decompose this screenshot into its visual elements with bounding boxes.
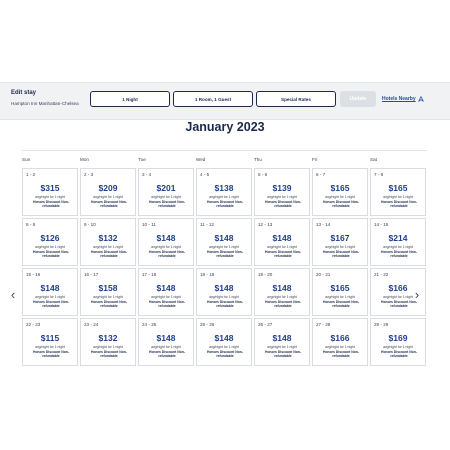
month-title: January 2023: [185, 120, 265, 134]
rate-label: Honors Discount Non-refundable: [381, 250, 417, 259]
nightly-price: $115: [40, 333, 60, 343]
nightly-price: $165: [388, 183, 408, 193]
hotel-name: Hampton Inn Manhattan-Chelsea: [11, 101, 79, 106]
rate-label: Honors Discount Non-refundable: [91, 200, 127, 209]
rate-label: Honors Discount Non-refundable: [323, 250, 359, 259]
nightly-price: $165: [330, 283, 350, 293]
price-note: avg/night for 1 night: [325, 245, 355, 249]
rate-label: Honors Discount Non-refundable: [323, 350, 359, 359]
rate-label: Honors Discount Non-refundable: [207, 350, 243, 359]
date-range: 12 - 13: [258, 222, 273, 227]
nightly-price: $148: [214, 333, 234, 343]
calendar-day-cell[interactable]: [138, 218, 194, 266]
price-note: avg/night for 1 night: [93, 245, 123, 249]
calendar-day-cell[interactable]: [370, 318, 426, 366]
weekday-label: Mon: [80, 157, 89, 162]
weekday-label: Sun: [22, 157, 31, 162]
price-note: avg/night for 1 night: [209, 195, 239, 199]
calendar-day-cell[interactable]: [312, 318, 368, 366]
price-note: avg/night for 1 night: [267, 345, 297, 349]
date-range: 22 - 23: [26, 322, 41, 327]
date-range: 11 - 12: [200, 222, 214, 227]
rate-label: Honors Discount Non-refundable: [265, 250, 301, 259]
date-range: 17 - 18: [142, 272, 157, 277]
price-note: avg/night for 1 night: [35, 345, 65, 349]
rate-label: Honors Discount Non-refundable: [33, 300, 69, 309]
date-range: 20 - 21: [316, 272, 331, 277]
date-range: 27 - 28: [316, 322, 331, 327]
rate-label: Honors Discount Non-refundable: [207, 200, 243, 209]
weekday-label: Sat: [370, 157, 377, 162]
calendar-day-cell[interactable]: [254, 318, 310, 366]
date-range: 23 - 24: [84, 322, 99, 327]
calendar-day-cell[interactable]: [80, 318, 136, 366]
edit-stay-bar: [0, 82, 450, 120]
date-range: 19 - 20: [258, 272, 273, 277]
date-range: 24 - 25: [142, 322, 157, 327]
rate-label: Honors Discount Non-refundable: [381, 350, 417, 359]
calendar-day-cell[interactable]: [312, 268, 368, 316]
price-note: avg/night for 1 night: [325, 295, 355, 299]
nightly-price: $148: [214, 283, 234, 293]
nightly-price: $209: [98, 183, 118, 193]
nightly-price: $148: [156, 333, 176, 343]
price-note: avg/night for 1 night: [209, 295, 239, 299]
price-note: avg/night for 1 night: [383, 345, 413, 349]
calendar-day-cell[interactable]: [196, 268, 252, 316]
nightly-price: $148: [156, 283, 176, 293]
date-range: 6 - 7: [316, 172, 326, 177]
calendar-day-cell[interactable]: [312, 218, 368, 266]
weekday-label: Tue: [138, 157, 146, 162]
date-range: 28 - 29: [374, 322, 389, 327]
date-range: 2 - 3: [84, 172, 94, 177]
rate-label: Honors Discount Non-refundable: [33, 250, 69, 259]
weekday-label: Thu: [254, 157, 262, 162]
date-range: 13 - 14: [316, 222, 331, 227]
calendar-day-cell[interactable]: [138, 168, 194, 216]
price-note: avg/night for 1 night: [93, 295, 123, 299]
calendar-day-cell[interactable]: [80, 218, 136, 266]
rate-label: Honors Discount Non-refundable: [207, 300, 243, 309]
calendar-day-cell[interactable]: [196, 318, 252, 366]
nightly-price: $165: [330, 183, 350, 193]
date-range: 5 - 6: [258, 172, 268, 177]
weekday-label: Fri: [312, 157, 318, 162]
divider: [22, 150, 427, 151]
calendar-day-cell[interactable]: [22, 168, 78, 216]
nightly-price: $214: [388, 233, 408, 243]
price-note: avg/night for 1 night: [383, 295, 413, 299]
rate-label: Honors Discount Non-refundable: [323, 300, 359, 309]
nightly-price: $315: [40, 183, 60, 193]
date-range: 10 - 11: [142, 222, 156, 227]
price-note: avg/night for 1 night: [383, 245, 413, 249]
price-note: avg/night for 1 night: [383, 195, 413, 199]
date-range: 3 - 4: [142, 172, 152, 177]
rate-label: Honors Discount Non-refundable: [91, 300, 127, 309]
rate-label: Honors Discount Non-refundable: [33, 350, 69, 359]
calendar-day-cell[interactable]: [254, 168, 310, 216]
nightly-price: $126: [40, 233, 60, 243]
nightly-price: $139: [272, 183, 292, 193]
nightly-price: $169: [388, 333, 408, 343]
calendar-day-cell[interactable]: [138, 318, 194, 366]
date-range: 18 - 19: [200, 272, 215, 277]
price-note: avg/night for 1 night: [35, 195, 65, 199]
nightly-price: $148: [214, 233, 234, 243]
edit-stay-title: Edit stay: [11, 90, 37, 96]
calendar-day-cell[interactable]: [22, 318, 78, 366]
prev-month-button[interactable]: [8, 287, 18, 301]
next-month-button[interactable]: [412, 287, 422, 301]
rate-label: Honors Discount Non-refundable: [381, 300, 417, 309]
rate-label: Honors Discount Non-refundable: [149, 200, 185, 209]
nightly-price: $201: [156, 183, 176, 193]
price-note: avg/night for 1 night: [209, 245, 239, 249]
rate-label: Honors Discount Non-refundable: [91, 350, 127, 359]
chevron-left-icon: ‹: [10, 286, 16, 302]
calendar-day-cell[interactable]: [80, 168, 136, 216]
calendar-day-cell[interactable]: [196, 168, 252, 216]
location-icon: [418, 96, 424, 102]
rate-label: Honors Discount Non-refundable: [207, 250, 243, 259]
calendar-day-cell[interactable]: [138, 268, 194, 316]
nightly-price: $132: [98, 333, 118, 343]
nightly-price: $148: [156, 233, 176, 243]
price-note: avg/night for 1 night: [93, 345, 123, 349]
date-range: 16 - 17: [84, 272, 99, 277]
nightly-price: $166: [330, 333, 350, 343]
date-range: 21 - 22: [374, 272, 389, 277]
date-range: 9 - 10: [84, 222, 96, 227]
nightly-price: $158: [98, 283, 118, 293]
price-note: avg/night for 1 night: [267, 195, 297, 199]
rate-label: Honors Discount Non-refundable: [149, 300, 185, 309]
date-range: 4 - 5: [200, 172, 210, 177]
calendar-day-cell[interactable]: [254, 268, 310, 316]
calendar-day-cell[interactable]: [22, 218, 78, 266]
rate-label: Honors Discount Non-refundable: [323, 200, 359, 209]
rate-label: Honors Discount Non-refundable: [33, 200, 69, 209]
rate-label: Honors Discount Non-refundable: [265, 350, 301, 359]
nightly-price: $167: [330, 233, 350, 243]
price-note: avg/night for 1 night: [35, 295, 65, 299]
calendar-grid: [22, 168, 428, 368]
price-note: avg/night for 1 night: [267, 295, 297, 299]
calendar-day-cell[interactable]: [254, 218, 310, 266]
rate-label: Honors Discount Non-refundable: [381, 200, 417, 209]
price-note: avg/night for 1 night: [35, 245, 65, 249]
rate-label: Honors Discount Non-refundable: [91, 250, 127, 259]
date-range: 1 - 2: [26, 172, 36, 177]
date-range: 8 - 9: [26, 222, 36, 227]
update-button[interactable]: Update: [340, 91, 376, 107]
nights-button[interactable]: 1 Night: [90, 91, 170, 107]
price-note: avg/night for 1 night: [151, 345, 181, 349]
nightly-price: $148: [272, 233, 292, 243]
nightly-price: $138: [214, 183, 234, 193]
calendar-day-cell[interactable]: [370, 168, 426, 216]
nightly-price: $148: [272, 333, 292, 343]
rate-label: Honors Discount Non-refundable: [149, 350, 185, 359]
calendar-day-cell[interactable]: [370, 218, 426, 266]
price-note: avg/night for 1 night: [325, 345, 355, 349]
date-range: 25 - 26: [200, 322, 215, 327]
chevron-right-icon: ›: [414, 286, 420, 302]
calendar-day-cell[interactable]: [80, 268, 136, 316]
nightly-price: $166: [388, 283, 408, 293]
nightly-price: $132: [98, 233, 118, 243]
price-note: avg/night for 1 night: [93, 195, 123, 199]
hotels-nearby-label: Hotels Nearby: [382, 96, 416, 102]
rate-label: Honors Discount Non-refundable: [265, 300, 301, 309]
date-range: 7 - 8: [374, 172, 384, 177]
special-rates-button[interactable]: Special Rates: [256, 91, 336, 107]
nightly-price: $148: [40, 283, 60, 293]
price-note: avg/night for 1 night: [325, 195, 355, 199]
price-note: avg/night for 1 night: [151, 295, 181, 299]
rate-label: Honors Discount Non-refundable: [149, 250, 185, 259]
date-range: 14 - 15: [374, 222, 389, 227]
hotels-nearby-link[interactable]: [382, 96, 424, 102]
nightly-price: $148: [272, 283, 292, 293]
rate-label: Honors Discount Non-refundable: [265, 200, 301, 209]
calendar-day-cell[interactable]: [196, 218, 252, 266]
price-note: avg/night for 1 night: [209, 345, 239, 349]
weekday-label: Wed: [196, 157, 206, 162]
rooms-guests-button[interactable]: 1 Room, 1 Guest: [173, 91, 253, 107]
calendar-day-cell[interactable]: [22, 268, 78, 316]
price-note: avg/night for 1 night: [151, 245, 181, 249]
date-range: 26 - 27: [258, 322, 273, 327]
price-note: avg/night for 1 night: [267, 245, 297, 249]
calendar-day-cell[interactable]: [312, 168, 368, 216]
price-note: avg/night for 1 night: [151, 195, 181, 199]
date-range: 15 - 16: [26, 272, 41, 277]
